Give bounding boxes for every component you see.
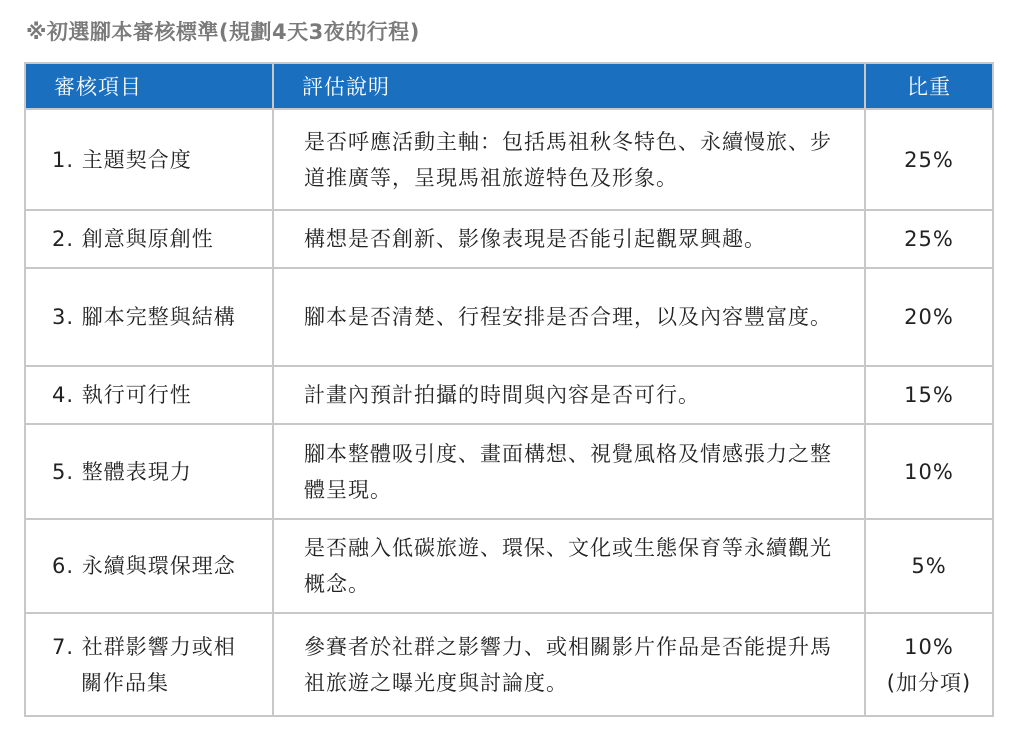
item-label: 整體表現力 <box>81 459 192 484</box>
description-cell: 計畫內預計拍攝的時間與內容是否可行。 <box>273 366 865 424</box>
table-row <box>25 519 993 613</box>
item-cell <box>25 519 273 613</box>
item-label: 社群影響力或相 <box>81 634 236 659</box>
header-weight: 比重 <box>865 63 993 109</box>
item-label: 主題契合度 <box>81 147 192 172</box>
item-label: 創意與原創性 <box>81 227 214 251</box>
bonus-note: (加分項) <box>886 670 972 695</box>
item-label: 永續與環保理念 <box>81 554 236 578</box>
item-cell <box>25 268 273 366</box>
description-cell: 是否融入低碳旅遊、環保、文化或生態保育等永續觀光概念。 <box>273 519 865 613</box>
weight-cell: 25% <box>865 109 993 210</box>
item-number: 3. <box>52 305 75 329</box>
weight-cell: 10% <box>865 424 993 519</box>
item-number: 6. <box>52 554 75 578</box>
table-row <box>25 210 993 268</box>
description-cell: 構想是否創新、影像表現是否能引起觀眾興趣。 <box>273 210 865 268</box>
item-number: 7. <box>52 634 75 659</box>
header-item: 審核項目 <box>25 63 273 109</box>
table-row <box>25 268 993 366</box>
criteria-caption: ※初選腳本審核標準(規劃4天3夜的行程) <box>26 20 420 44</box>
weight-cell: 5% <box>865 519 993 613</box>
item-cell <box>25 109 273 210</box>
weight-cell: 20% <box>865 268 993 366</box>
review-criteria-table <box>24 62 994 717</box>
item-number: 4. <box>52 383 75 407</box>
item-label: 執行可行性 <box>81 383 192 407</box>
weight-cell: 25% <box>865 210 993 268</box>
description-cell: 參賽者於社群之影響力、或相關影片作品是否能提升馬祖旅遊之曝光度與討論度。 <box>273 613 865 716</box>
item-cell <box>25 366 273 424</box>
table-row <box>25 424 993 519</box>
weight-cell: 15% <box>865 366 993 424</box>
weight-cell <box>865 613 993 716</box>
table-row <box>25 613 993 716</box>
item-cell <box>25 210 273 268</box>
table-row <box>25 366 993 424</box>
description-cell: 腳本整體吸引度、畫面構想、視覺風格及情感張力之整體呈現。 <box>273 424 865 519</box>
table-header-row <box>25 63 993 109</box>
item-number: 5. <box>52 459 75 484</box>
description-cell: 是否呼應活動主軸：包括馬祖秋冬特色、永續慢旅、步道推廣等，呈現馬祖旅遊特色及形象。 <box>273 109 865 210</box>
description-cell: 腳本是否清楚、行程安排是否合理，以及內容豐富度。 <box>273 268 865 366</box>
header-description: 評估說明 <box>273 63 865 109</box>
item-cell <box>25 613 273 716</box>
item-cell <box>25 424 273 519</box>
item-label-continued: 關作品集 <box>81 670 169 695</box>
weight-value: 10% <box>904 634 954 659</box>
item-number: 1. <box>52 147 75 172</box>
item-label: 腳本完整與結構 <box>81 305 236 329</box>
item-number: 2. <box>52 227 75 251</box>
table-row <box>25 109 993 210</box>
